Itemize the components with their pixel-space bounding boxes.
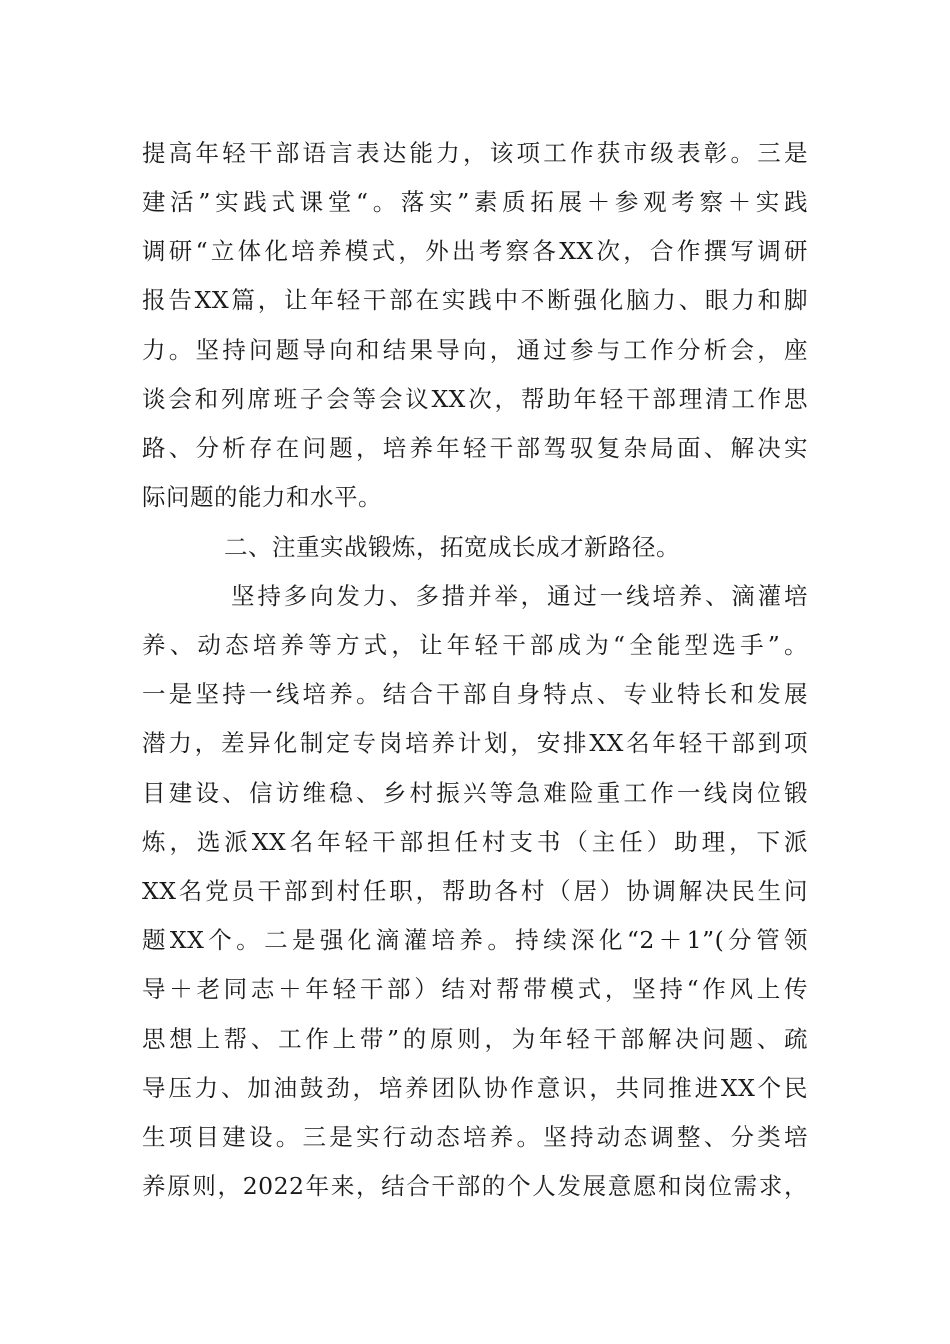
paragraph-line: 调研“立体化培养模式，外出考察各XX次，合作撰写调研 <box>142 237 808 265</box>
paragraph-line: XX名党员干部到村任职，帮助各村（居）协调解决民生问 <box>142 877 808 905</box>
paragraph-line: 生项目建设。三是实行动态培养。坚持动态调整、分类培 <box>142 1123 808 1151</box>
paragraph-line: 际问题的能力和水平。 <box>142 483 382 511</box>
paragraph-line: 养原则，2022年来，结合干部的个人发展意愿和岗位需求， <box>142 1172 808 1200</box>
paragraph-line: 一是坚持一线培养。结合干部自身特点、专业特长和发展 <box>142 680 808 708</box>
paragraph-line: 导＋老同志＋年轻干部）结对帮带模式，坚持“作风上传 <box>142 975 808 1003</box>
section-heading: 二、注重实战锻炼，拓宽成长成才新路径。 <box>224 533 680 561</box>
paragraph-line: 炼，选派XX名年轻干部担任村支书（主任）助理，下派 <box>142 828 808 856</box>
paragraph-line: 思想上帮、工作上带”的原则，为年轻干部解决问题、疏 <box>142 1025 808 1053</box>
paragraph-line: 力。坚持问题导向和结果导向，通过参与工作分析会，座 <box>142 336 808 364</box>
paragraph-line: 坚持多向发力、多措并举，通过一线培养、滴灌培 <box>231 582 808 610</box>
paragraph-line: 养、动态培养等方式，让年轻干部成为“全能型选手”。 <box>142 631 808 659</box>
paragraph-line: 提高年轻干部语言表达能力，该项工作获市级表彰。三是 <box>142 139 808 167</box>
paragraph-line: 潜力，差异化制定专岗培养计划，安排XX名年轻干部到项 <box>142 729 808 757</box>
paragraph-line: 谈会和列席班子会等会议XX次，帮助年轻干部理清工作思 <box>142 385 808 413</box>
paragraph-line: 目建设、信访维稳、乡村振兴等急难险重工作一线岗位锻 <box>142 779 808 807</box>
paragraph-line: 报告XX篇，让年轻干部在实践中不断强化脑力、眼力和脚 <box>142 286 808 314</box>
paragraph-line: 路、分析存在问题，培养年轻干部驾驭复杂局面、解决实 <box>142 434 808 462</box>
paragraph-line: 建活”实践式课堂“。落实”素质拓展＋参观考察＋实践 <box>142 188 808 216</box>
paragraph-line: 导压力、加油鼓劲，培养团队协作意识，共同推进XX个民 <box>142 1074 808 1102</box>
paragraph-line: 题XX个。二是强化滴灌培养。持续深化“2＋1”(分管领 <box>142 926 808 954</box>
